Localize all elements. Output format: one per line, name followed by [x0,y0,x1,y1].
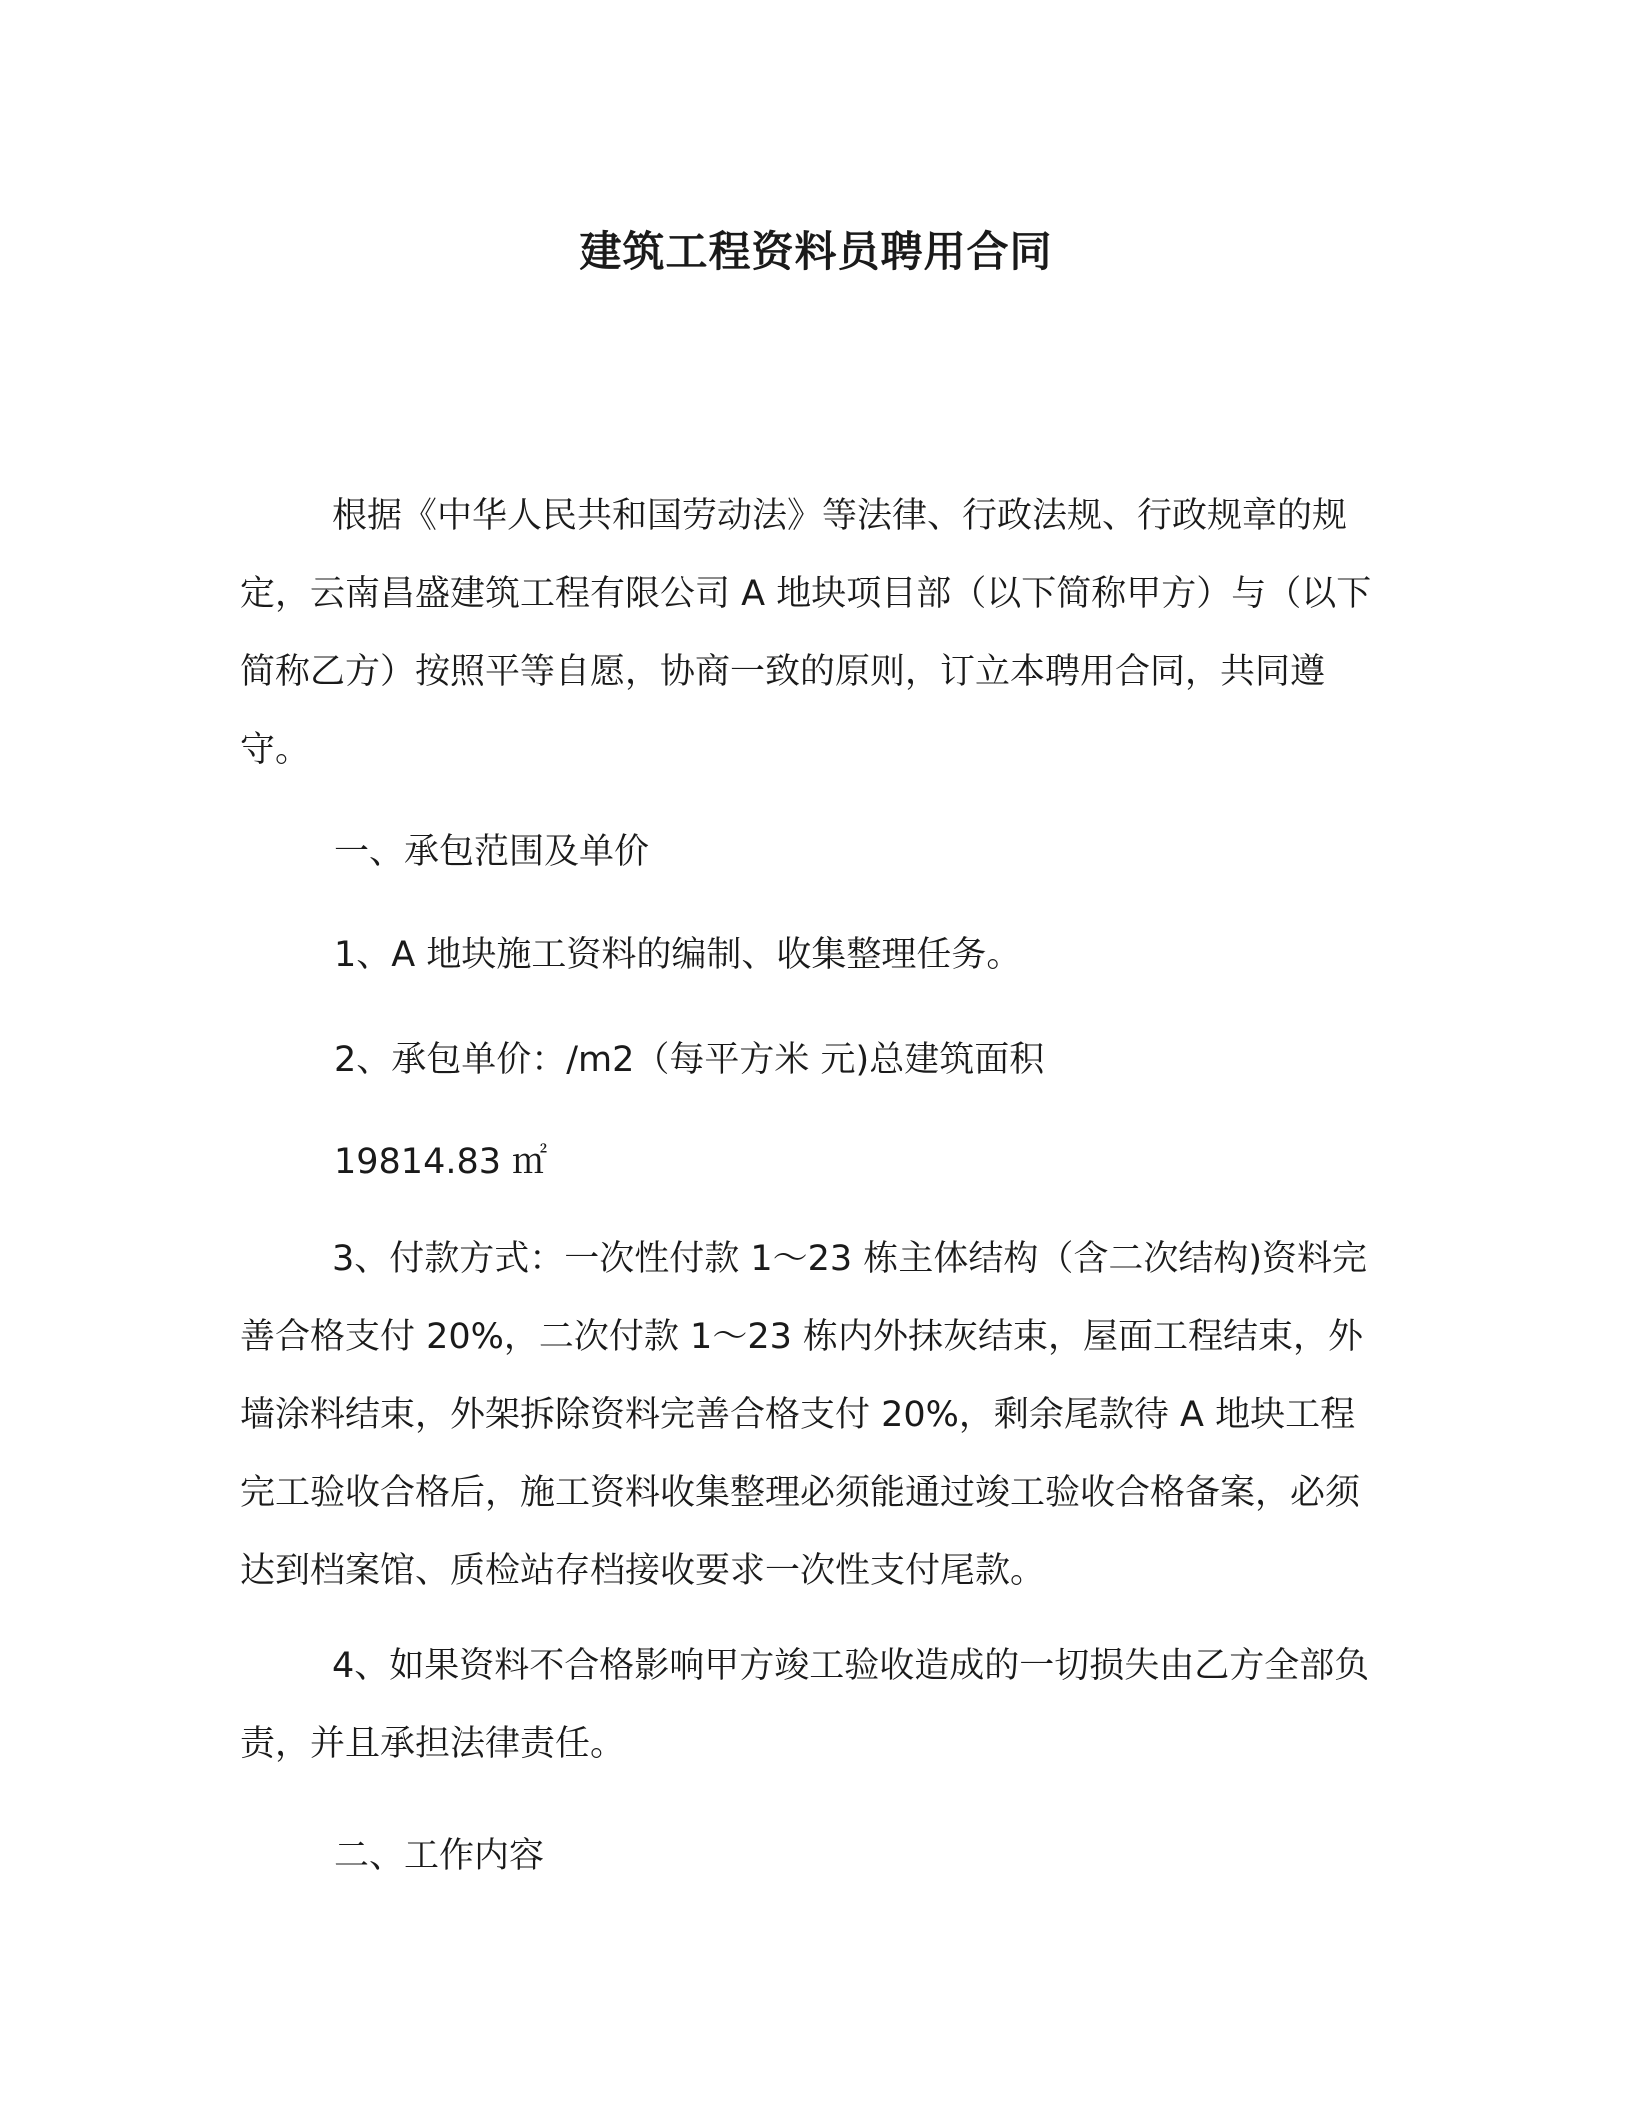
clause-1: 1、A 地块施工资料的编制、收集整理任务。 [334,935,1022,975]
section-heading-scope: 一、承包范围及单价 [334,832,650,872]
section-heading-work-content: 二、工作内容 [334,1836,545,1876]
total-area: 19814.83 ㎡ [334,1142,548,1182]
intro-paragraph: 根据《中华人民共和国劳动法》等法律、行政法规、行政规章的规定，云南昌盛建筑工程有限公司 A 地块项目部（以下简称甲方）与（以下简称乙方）按照平等自愿，协商一致的原则，订立本聘用合同，共同遵守。 [240,496,1372,770]
clause-4-liability: 4、如果资料不合格影响甲方竣工验收造成的一切损失由乙方全部负责，并且承担法律责任。 [240,1646,1370,1764]
clause-2: 2、承包单价：/m2（每平方米 元)总建筑面积 [334,1040,1045,1080]
clause-3-payment: 3、付款方式：一次性付款 1～23 栋主体结构（含二次结构)资料完善合格支付 20%，二次付款 1～23 栋内外抹灰结束，屋面工程结束，外墙涂料结束，外架拆除资料完善合格支付 20%，剩余尾款待 A 地块工程完工验收合格后，施工资料收集整理必须能通过竣工验收合格备案，必须达到档案馆、质检站存档接收要求一次性支付尾款。 [240,1239,1367,1591]
document-title: 建筑工程资料员聘用合同 [579,227,1053,276]
